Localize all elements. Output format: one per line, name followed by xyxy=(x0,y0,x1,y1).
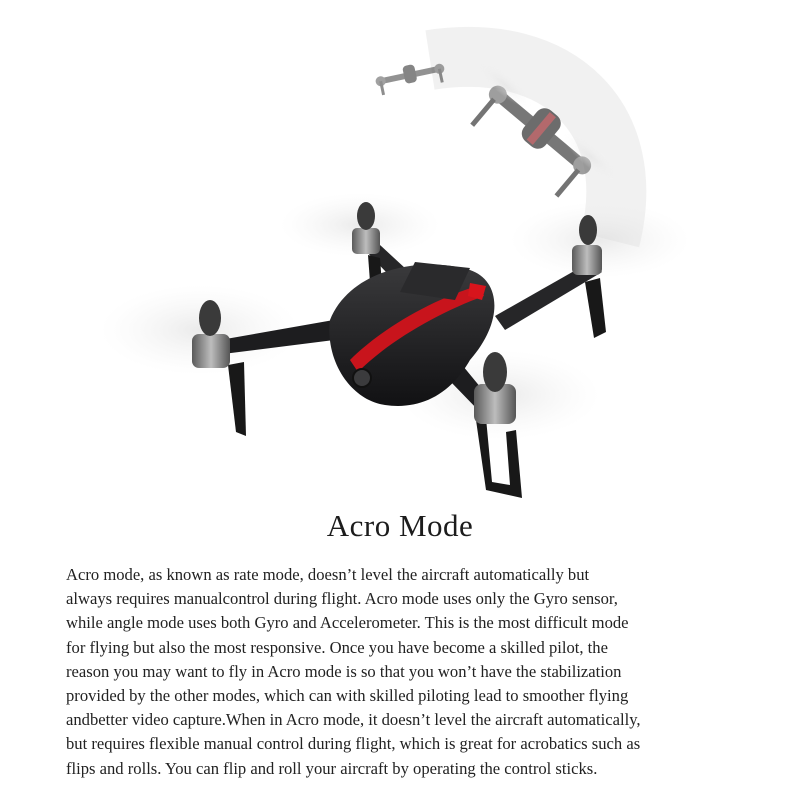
description-line: Acro mode, as known as rate mode, doesn’t level the aircraft automatically but xyxy=(66,565,590,584)
description-line: for flying but also the most responsive. Once you have become a skilled pilot, the xyxy=(66,637,608,657)
description-paragraph xyxy=(66,563,756,781)
page-title: Acro Mode xyxy=(326,508,474,543)
description-line: flips and rolls. You can flip and roll your aircraft by operating the control sticks. xyxy=(66,758,598,778)
description-line: reason you may want to fly in Acro mode is so that you won’t have the stabilization xyxy=(66,661,622,681)
description-line: but requires flexible manual control during flight, which is great for acrobatics such as xyxy=(66,734,641,754)
description-line: andbetter video capture.When in Acro mode, it doesn’t level the aircraft automatically, xyxy=(66,710,641,730)
description-line: always requires manualcontrol during flight. Acro mode uses only the Gyro sensor, xyxy=(66,589,618,609)
description-line: provided by the other modes, which can with skilled piloting lead to smoother flying xyxy=(66,686,629,706)
description-line: while angle mode uses both Gyro and Accelerometer. This is the most difficult mode xyxy=(66,613,629,633)
